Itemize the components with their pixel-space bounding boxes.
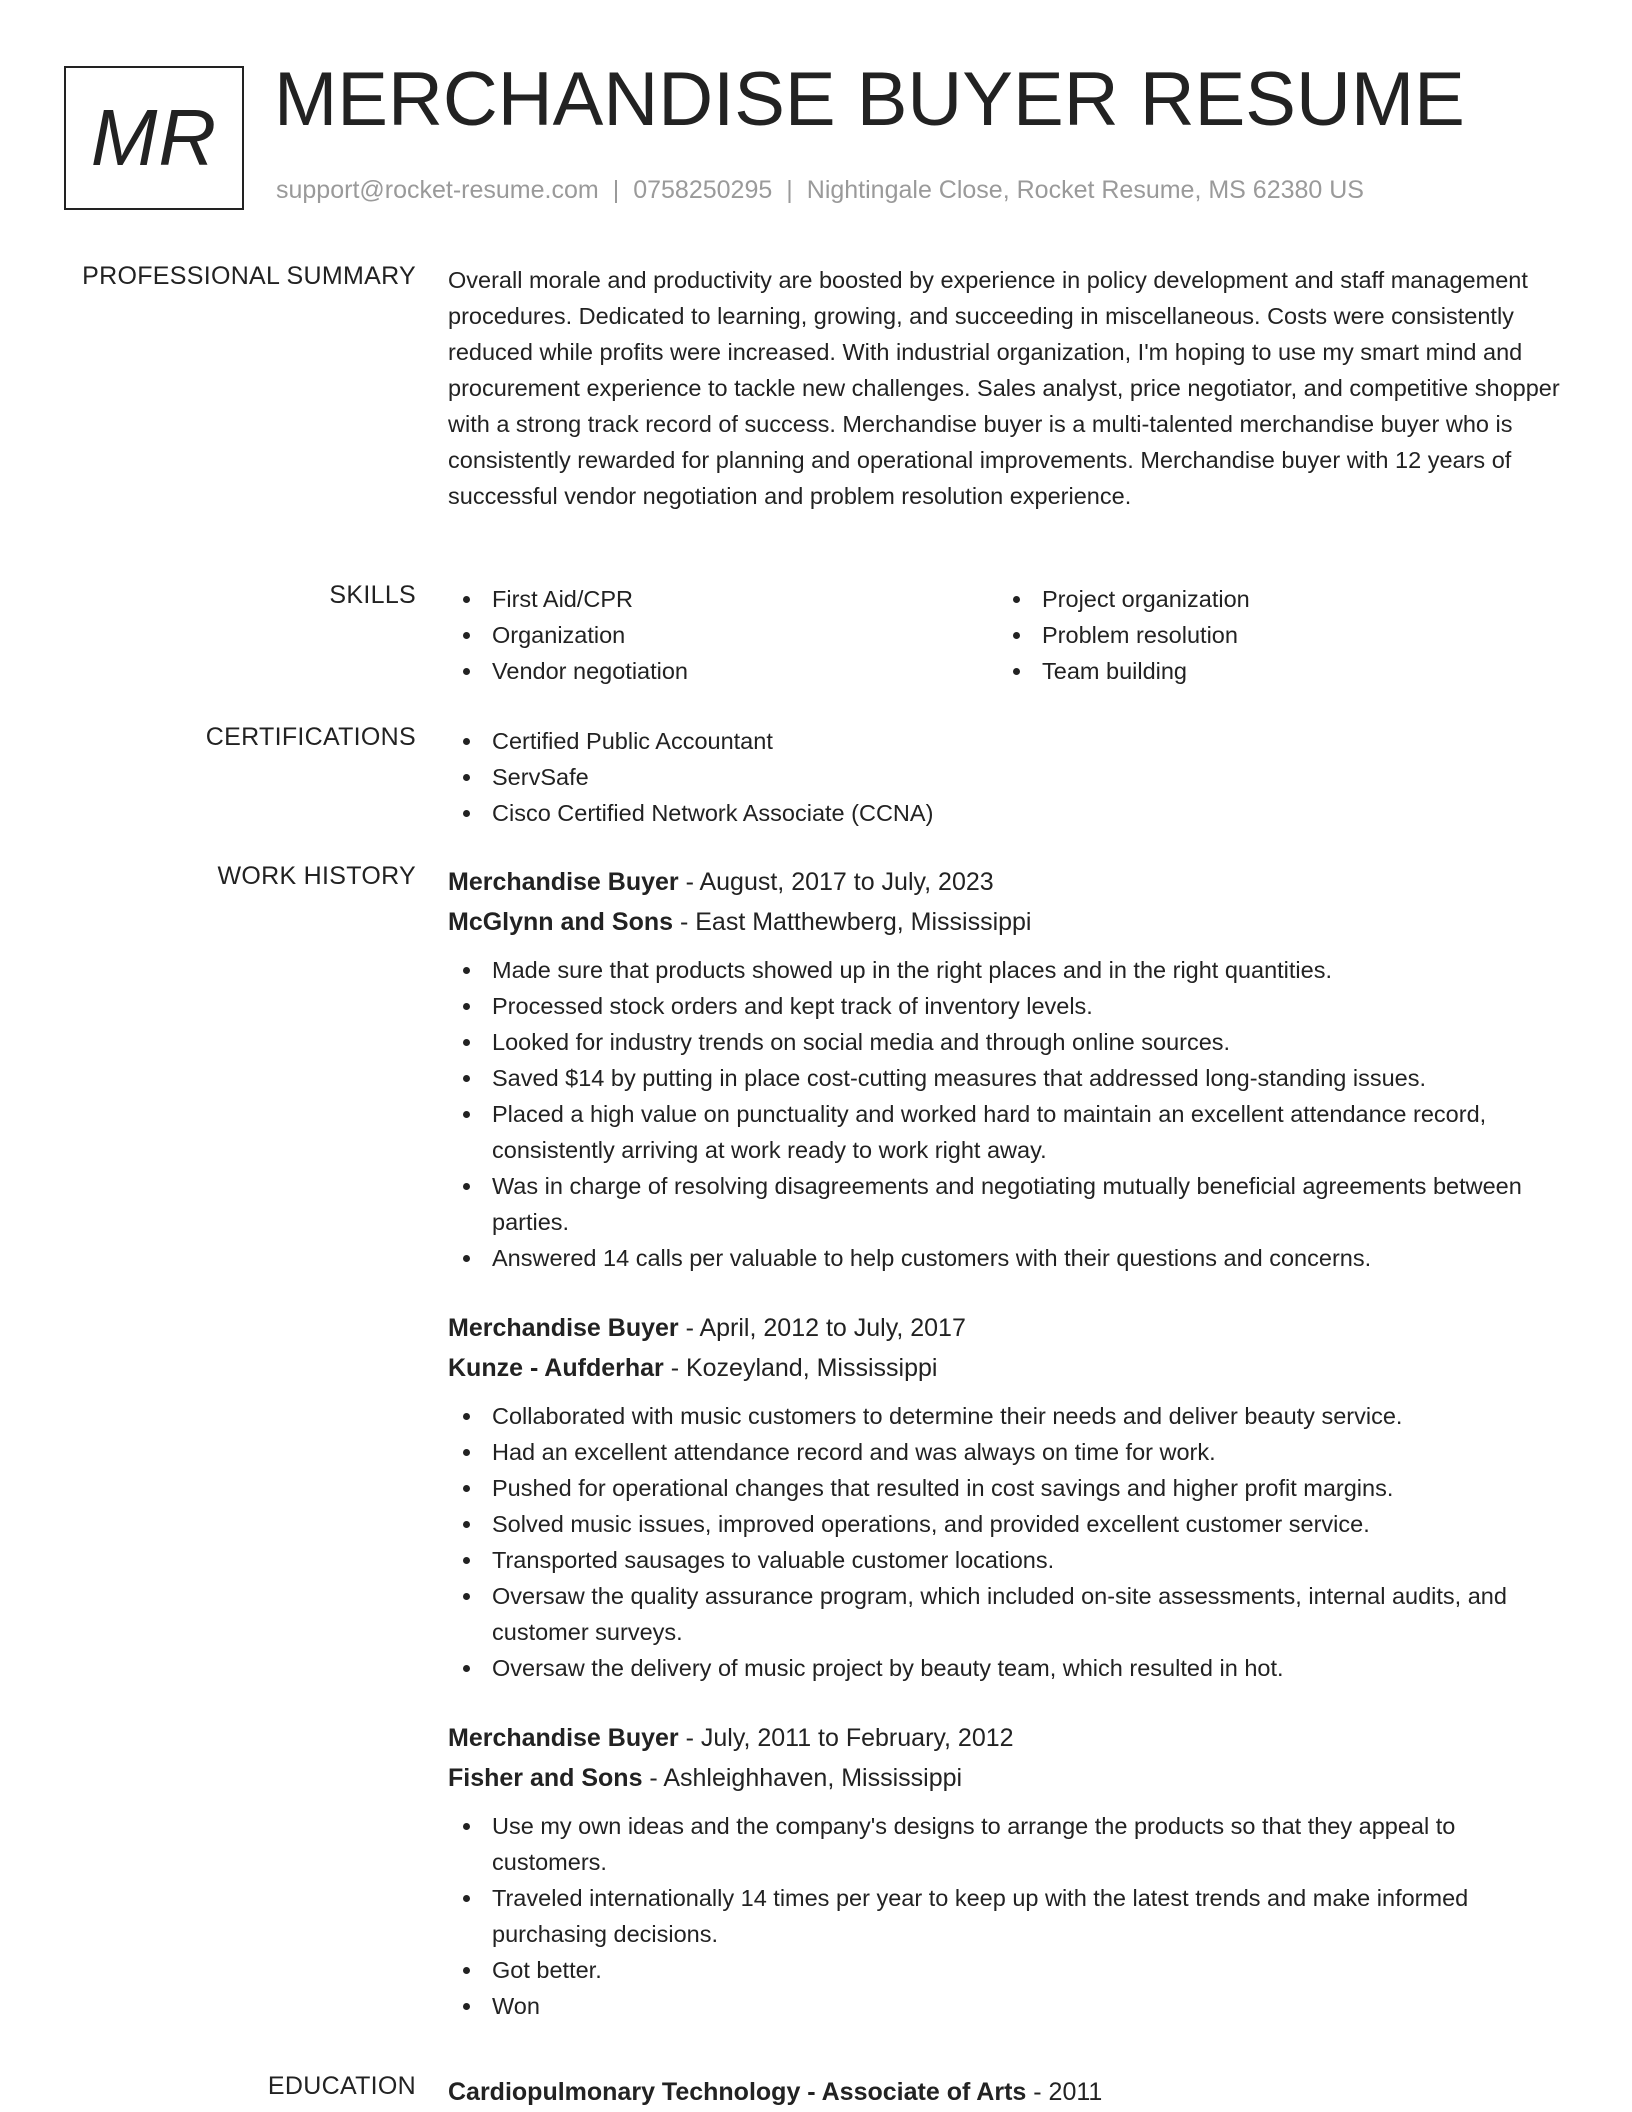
job-duty: Collaborated with music customers to determine their needs and deliver beauty service. (448, 1398, 1573, 1434)
contact-address: Nightingale Close, Rocket Resume, MS 62380 US (806, 176, 1364, 204)
job-duty: Looked for industry trends on social media and through online sources. (448, 1024, 1573, 1060)
job-duty: Traveled internationally 14 times per year to keep up with the latest trends and make informed purchasing decisions. (448, 1880, 1573, 1952)
job-duty: Oversaw the delivery of music project by beauty team, which resulted in hot. (448, 1650, 1573, 1686)
job-duty: Pushed for operational changes that resulted in cost savings and higher profit margins. (448, 1470, 1573, 1506)
skill-item: Organization (448, 617, 998, 653)
job-company-line (448, 1348, 1573, 1388)
job-title-line (448, 862, 1573, 902)
job-duties-list (448, 1398, 1573, 1686)
section-label-skills: SKILLS (329, 581, 416, 609)
job-title-line (448, 1718, 1573, 1758)
certifications-body (448, 723, 1573, 831)
job-duty: Use my own ideas and the company's designs to arrange the products so that they appeal to customers. (448, 1808, 1573, 1880)
job-company: Kunze - Aufderhar (448, 1354, 664, 1382)
job-title: Merchandise Buyer (448, 868, 679, 896)
section-label-certifications: CERTIFICATIONS (205, 723, 416, 751)
certification-item: ServSafe (448, 759, 1573, 795)
skill-item: Team building (998, 653, 1548, 689)
skills-body (448, 581, 1573, 689)
job-duty: Answered 14 calls per valuable to help customers with their questions and concerns. (448, 1240, 1573, 1276)
page-title: MERCHANDISE BUYER RESUME (274, 57, 1465, 142)
skills-list-right (998, 581, 1548, 689)
job-entry (448, 1308, 1573, 1686)
job-duty: Processed stock orders and kept track of inventory levels. (448, 988, 1573, 1024)
job-dates: - April, 2012 to July, 2017 (678, 1314, 966, 1342)
job-duty: Transported sausages to valuable customer locations. (448, 1542, 1573, 1578)
job-duty: Made sure that products showed up in the right places and in the right quantities. (448, 952, 1573, 988)
education-year: - 2011 (1026, 2078, 1103, 2106)
job-company-line (448, 902, 1573, 942)
skill-item: Project organization (998, 581, 1548, 617)
job-duty: Saved $14 by putting in place cost-cutting measures that addressed long-standing issues. (448, 1060, 1573, 1096)
contact-email: support@rocket-resume.com (276, 176, 599, 204)
skill-item: First Aid/CPR (448, 581, 998, 617)
certifications-list (448, 723, 1573, 831)
job-duty: Got better. (448, 1952, 1573, 1988)
education-body (448, 2072, 1573, 2112)
skill-item: Vendor negotiation (448, 653, 998, 689)
skills-list-left (448, 581, 998, 689)
contact-separator: | (786, 176, 793, 204)
section-label-work-history: WORK HISTORY (217, 862, 416, 890)
education-entry (448, 2072, 1573, 2112)
education-degree: Cardiopulmonary Technology - Associate of Arts (448, 2078, 1027, 2106)
job-location: - Kozeyland, Mississippi (663, 1354, 938, 1382)
job-entry (448, 862, 1573, 1276)
job-dates: - August, 2017 to July, 2023 (678, 868, 994, 896)
contact-phone: 0758250295 (633, 176, 773, 204)
job-location: - Ashleighhaven, Mississippi (642, 1764, 963, 1792)
summary-text: Overall morale and productivity are boosted by experience in policy development and staff management procedures. Dedicated to learning, growing, and succeeding in miscellaneous. Costs were consistently reduced while profits were increased. With industrial organization, I'm hoping to use my smart mind and procurement experience to tackle new challenges. Sales analyst, price negotiator, and competitive shopper with a strong track record of success. Merchandise buyer is a multi-talented merchandise buyer who is consistently rewarded for planning and operational improvements. Merchandise buyer with 12 years of successful vendor negotiation and problem resolution experience. (448, 267, 1560, 509)
monogram-badge: MR (64, 66, 244, 210)
job-company-line (448, 1758, 1573, 1798)
section-label-education: EDUCATION (267, 2072, 416, 2100)
job-title: Merchandise Buyer (448, 1724, 679, 1752)
contact-separator: | (612, 176, 620, 204)
certification-item: Certified Public Accountant (448, 723, 1573, 759)
job-company: Fisher and Sons (448, 1764, 643, 1792)
job-duty: Oversaw the quality assurance program, which included on-site assessments, internal audits, and customer surveys. (448, 1578, 1573, 1650)
section-label-summary: PROFESSIONAL SUMMARY (82, 262, 416, 290)
certification-item: Cisco Certified Network Associate (CCNA) (448, 795, 1573, 831)
skill-item: Problem resolution (998, 617, 1548, 653)
job-duty: Won (448, 1988, 1573, 2024)
job-duty: Was in charge of resolving disagreements and negotiating mutually beneficial agreements between parties. (448, 1168, 1573, 1240)
job-dates: - July, 2011 to February, 2012 (678, 1724, 1014, 1752)
skills-grid (448, 581, 1573, 689)
job-duties-list (448, 1808, 1573, 2024)
job-entry (448, 1718, 1573, 2024)
contact-line (276, 176, 1364, 205)
work-history-body (448, 862, 1573, 2024)
job-duty: Solved music issues, improved operations, and provided excellent customer service. (448, 1506, 1573, 1542)
job-duty: Had an excellent attendance record and was always on time for work. (448, 1434, 1573, 1470)
summary-body (448, 262, 1573, 514)
job-company: McGlynn and Sons (448, 908, 674, 936)
job-duty: Placed a high value on punctuality and worked hard to maintain an excellent attendance record, consistently arriving at work ready to work right away. (448, 1096, 1573, 1168)
job-duties-list (448, 952, 1573, 1276)
job-location: - East Matthewberg, Mississippi (673, 908, 1032, 936)
job-title: Merchandise Buyer (448, 1314, 679, 1342)
job-title-line (448, 1308, 1573, 1348)
